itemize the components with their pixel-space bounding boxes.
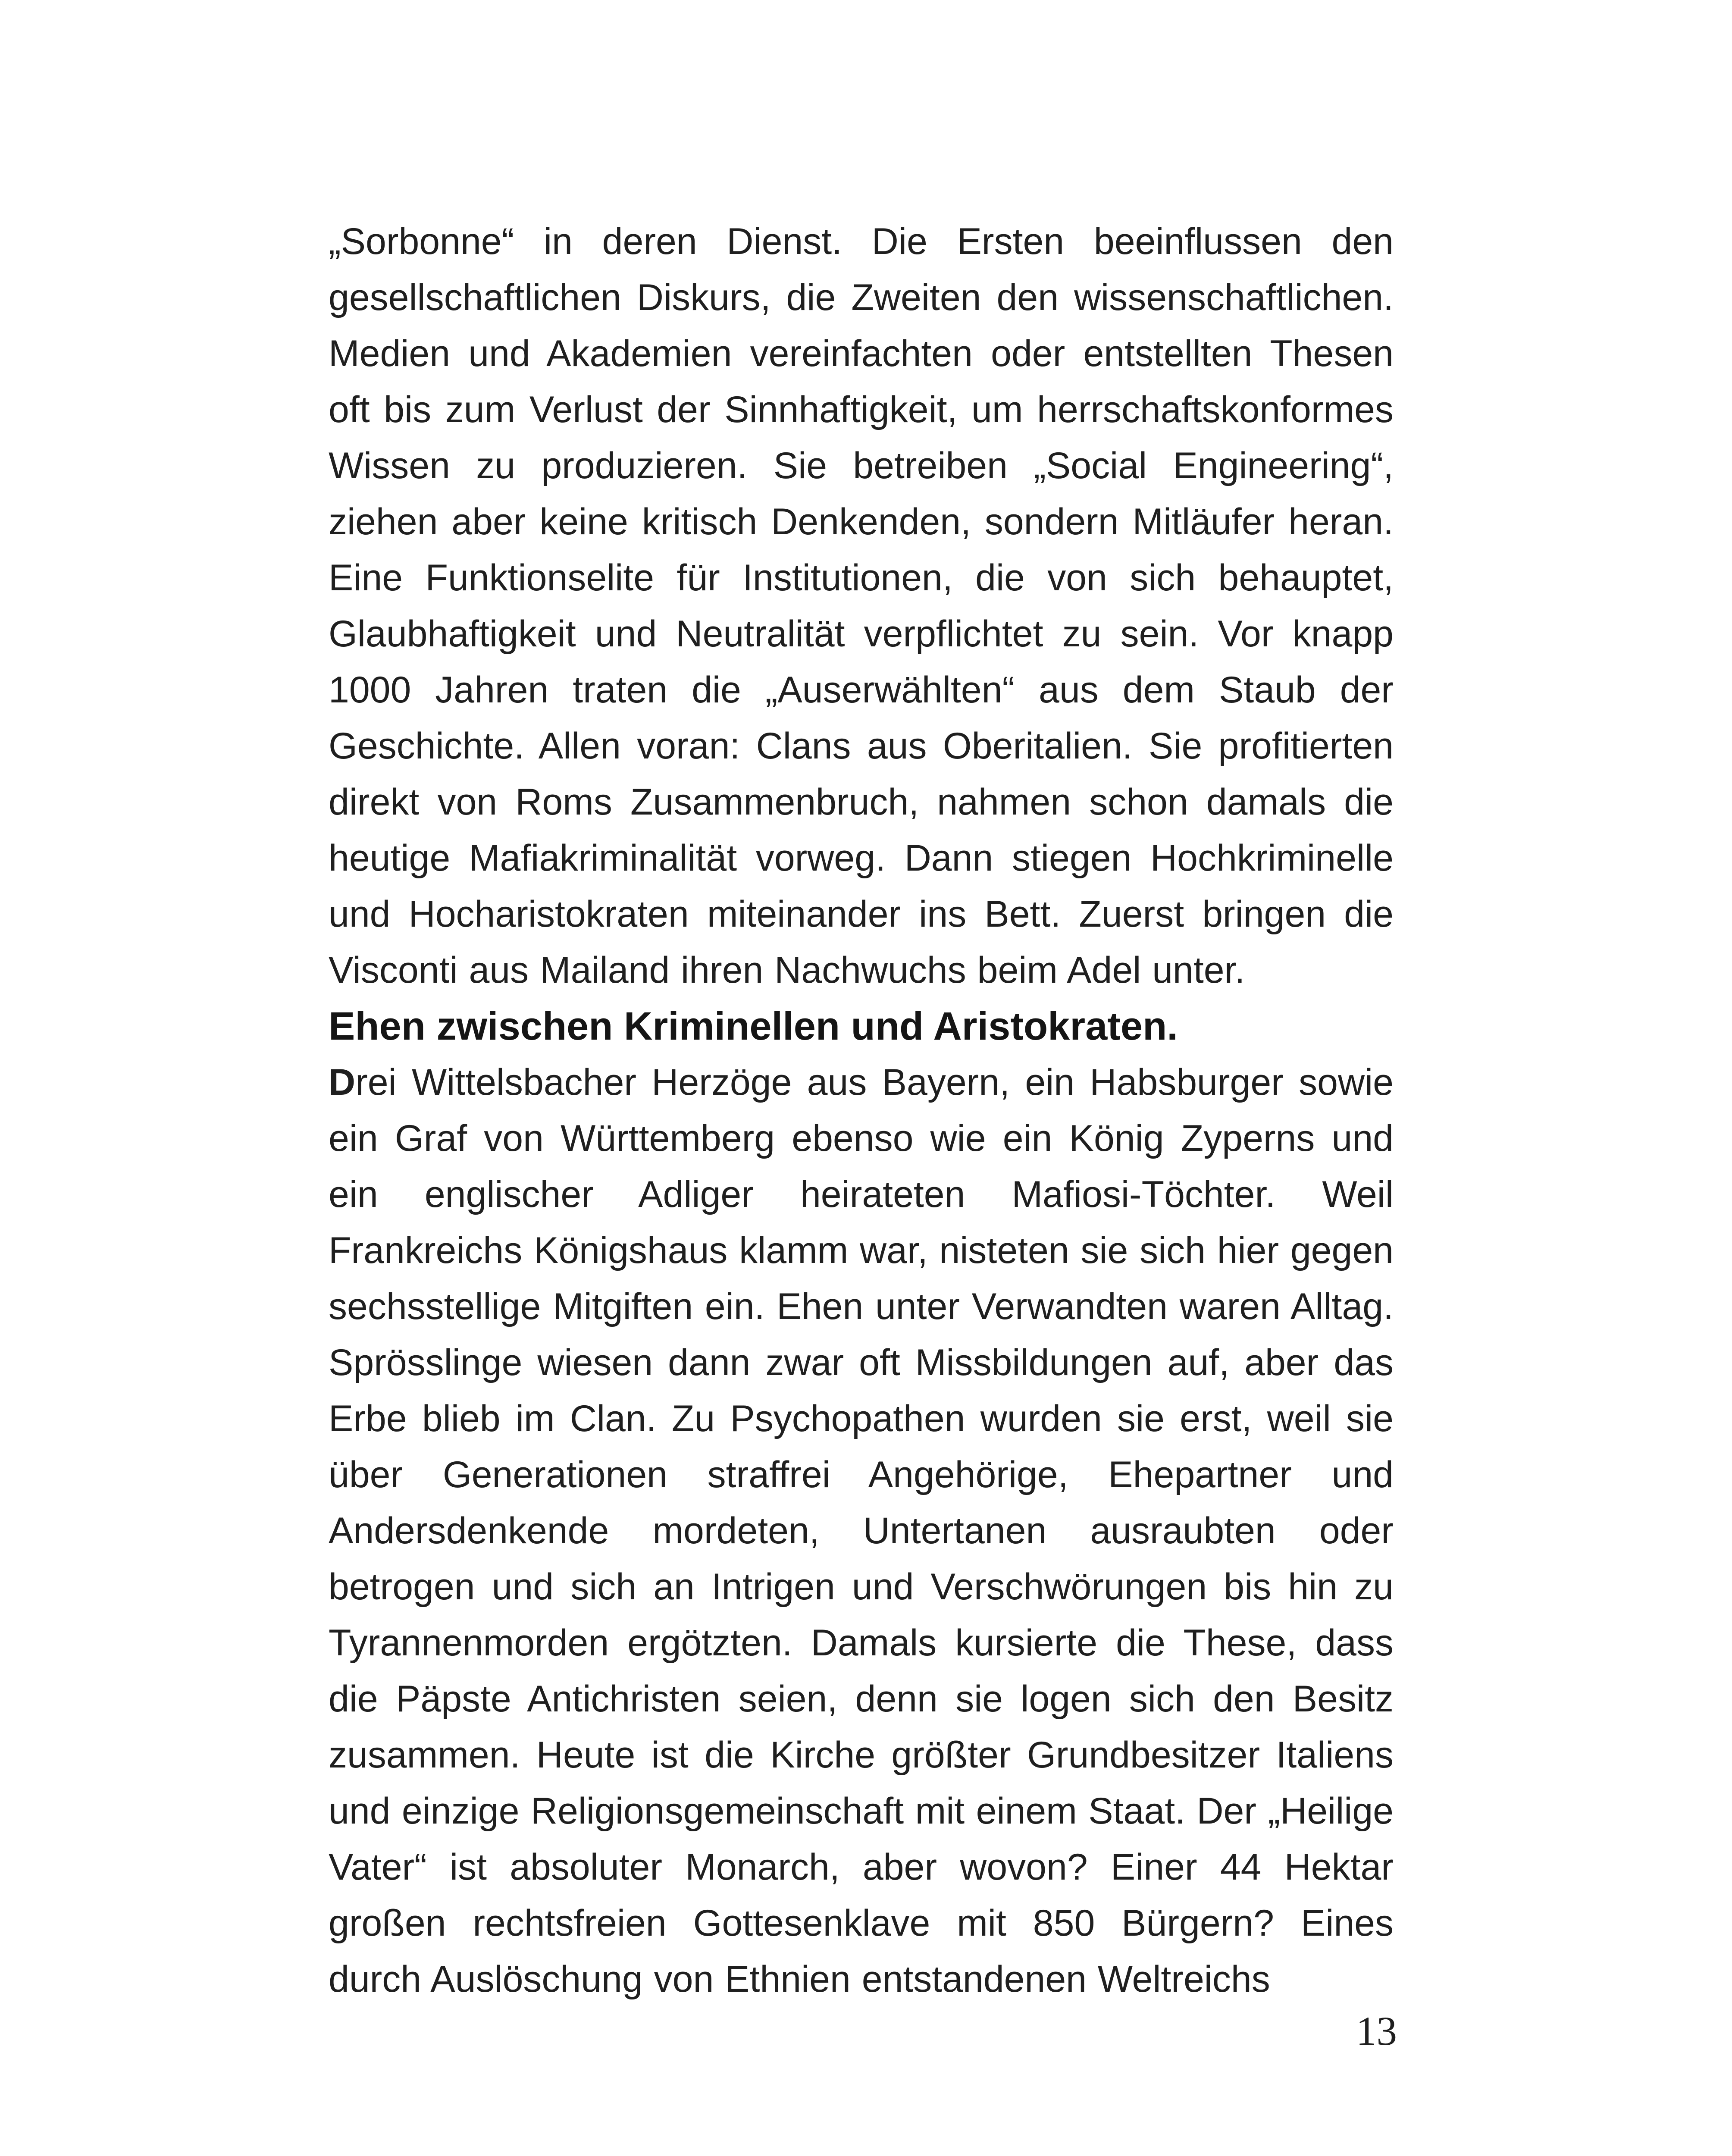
- section-heading: Ehen zwischen Kriminellen und Aristokraten.: [329, 1004, 1178, 1048]
- paragraph-initial-letter: D: [329, 1062, 356, 1103]
- body-text-block: [329, 213, 1394, 2007]
- page-number: 13: [1356, 2008, 1397, 2054]
- paragraph-1: „Sorbonne“ in deren Dienst. Die Ersten beeinflussen den gesellschaftlichen Diskurs, die Zweiten den wissenschaftlichen. Medien und Akademien vereinfachten oder entstellten Thesen oft bis zum Verlust der Sinnhaftigkeit, um herrschaftskonformes Wissen zu produzieren. Sie betreiben „Social Engineering“, ziehen aber keine kritisch Denkenden, sondern Mitläufer heran. Eine Funktionselite für Institutionen, die von sich behauptet, Glaubhaftigkeit und Neutralität verpflichtet zu sein. Vor knapp 1000 Jahren traten die „Auserwählten“ aus dem Staub der Geschichte. Allen voran: Clans aus Oberitalien. Sie profitierten direkt von Roms Zusammenbruch, nahmen schon damals die heutige Mafiakriminalität vorweg. Dann stiegen Hochkriminelle und Hocharistokraten miteinander ins Bett. Zuerst bringen die Visconti aus Mailand ihren Nachwuchs beim Adel unter.: [329, 221, 1394, 991]
- paragraph-2-text: rei Wittelsbacher Herzöge aus Bayern, ein Habsburger sowie ein Graf von Württemberg ebenso wie ein König Zyperns und ein englischer Adliger heirateten Mafiosi-Töchter. Weil Frankreichs Königshaus klamm war, nisteten sie sich hier gegen sechsstellige Mitgiften ein. Ehen unter Verwandten waren Alltag. Sprösslinge wiesen dann zwar oft Missbildungen auf, aber das Erbe blieb im Clan. Zu Psychopathen wurden sie erst, weil sie über Generationen straffrei Angehörige, Ehepartner und Andersdenkende mordeten, Untertanen ausraubten oder betrogen und sich an Intrigen und Verschwörungen bis hin zu Tyrannenmorden ergötzten. Damals kursierte die These, dass die Päpste Antichristen seien, denn sie logen sich den Besitz zusammen. Heute ist die Kirche größter Grundbesitzer Italiens und einzige Religionsgemeinschaft mit einem Staat. Der „Heilige Vater“ ist absoluter Monarch, aber wovon? Einer 44 Hektar großen rechtsfreien Gottesenklave mit 850 Bürgern? Eines durch Auslöschung von Ethnien entstandenen Weltreichs: [329, 1062, 1394, 2000]
- paragraph-2: [329, 1054, 1394, 2007]
